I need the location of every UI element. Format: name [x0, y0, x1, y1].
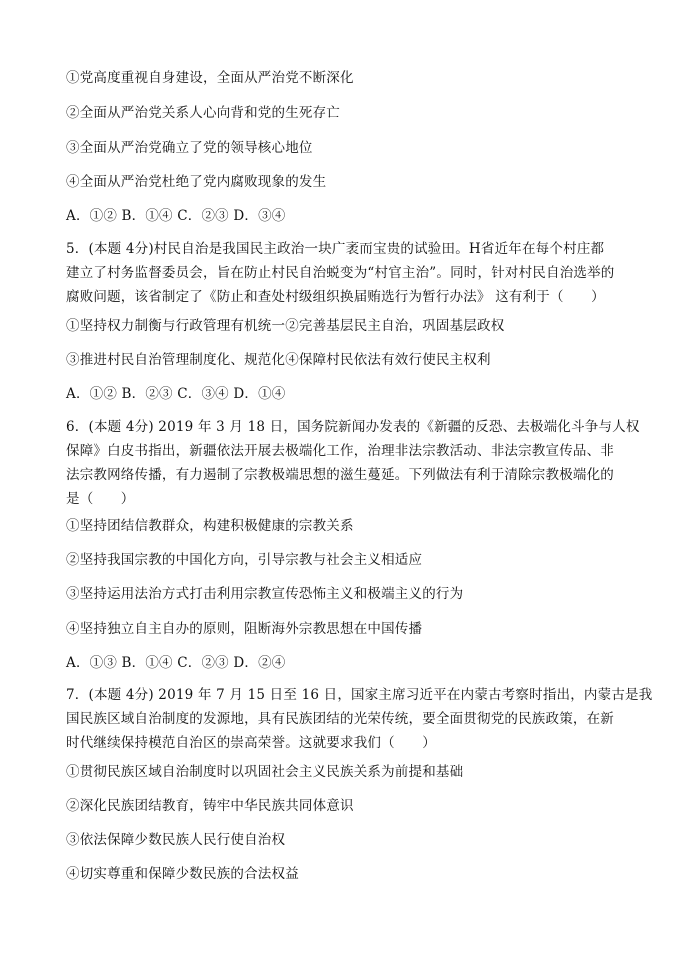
- option-line: ④坚持独立自主自办的原则，阻断海外宗教思想在中国传播: [66, 621, 423, 637]
- answer-choices: A．①③ B．①④ C．②③ D．②④: [66, 655, 286, 671]
- option-line: ④全面从严治党杜绝了党内腐败现象的发生: [66, 174, 327, 190]
- option-line: ③全面从严治党确立了党的领导核心地位: [66, 140, 313, 156]
- option-line: ②深化民族团结教育，铸牢中华民族共同体意识: [66, 798, 354, 814]
- option-line: ③推进村民自治管理制度化、规范化④保障村民依法有效行使民主权利: [66, 352, 491, 368]
- option-line: ①党高度重视自身建设，全面从严治党不断深化: [66, 70, 354, 86]
- option-line: ②坚持我国宗教的中国化方向，引导宗教与社会主义相适应: [66, 552, 423, 568]
- question-6-stem-line: 6．(本题 4分) 2019 年 3 月 18 日，国务院新闻办发表的《新疆的反恐、去极端化斗争与人权: [66, 419, 640, 435]
- question-5-stem: [66, 239, 636, 311]
- question-6-stem-line: 法宗教网络传播，有力遏制了宗教极端思想的滋生蔓延。下列做法有利于清除宗教极端化的: [66, 467, 614, 483]
- question-7-stem-line: 时代继续保持模范自治区的崇高荣誉。这就要求我们（ ）: [66, 735, 436, 751]
- option-line: ③依法保障少数民族人民行使自治权: [66, 832, 286, 848]
- option-line: ②全面从严治党关系人心向背和党的生死存亡: [66, 105, 340, 121]
- question-5-stem-line: 腐败问题，该省制定了《防止和查处村级组织换届贿选行为暂行办法》 这有利于（ ）: [66, 289, 605, 305]
- question-6-stem: [66, 417, 640, 513]
- option-line: ①坚持权力制衡与行政管理有机统一②完善基层民主自治，巩固基层政权: [66, 318, 505, 334]
- option-line: ①贯彻民族区域自治制度时以巩固社会主义民族关系为前提和基础: [66, 764, 464, 780]
- question-5-stem-line: 建立了村务监督委员会，旨在防止村民自治蜕变为“村官主治”。同时，针对村民自治选举的: [66, 265, 615, 281]
- option-line: ④切实尊重和保障少数民族的合法权益: [66, 866, 299, 882]
- question-5-stem-line: 5．(本题 4分)村民自治是我国民主政治一块广袤而宝贵的试验田。H省近年在每个村庄都: [66, 241, 605, 257]
- option-line: ①坚持团结信教群众，构建积极健康的宗教关系: [66, 518, 354, 534]
- question-7-stem-line: 国民族区域自治制度的发源地，具有民族团结的光荣传统，要全面贯彻党的民族政策，在新: [66, 711, 614, 727]
- option-line: ③坚持运用法治方式打击利用宗教宣传恐怖主义和极端主义的行为: [66, 586, 464, 602]
- question-7-stem: [66, 685, 653, 757]
- question-6-stem-line: 是（ ）: [66, 491, 135, 507]
- answer-choices: A．①② B．②③ C．③④ D．①④: [66, 386, 286, 402]
- answer-choices: A．①② B．①④ C．②③ D．③④: [66, 208, 286, 224]
- question-6-stem-line: 保障》白皮书指出，新疆依法开展去极端化工作，治理非法宗教活动、非法宗教宣传品、非: [66, 443, 614, 459]
- question-7-stem-line: 7．(本题 4分) 2019 年 7 月 15 日至 16 日，国家主席习近平在内蒙古考察时指出，内蒙古是我: [66, 687, 653, 703]
